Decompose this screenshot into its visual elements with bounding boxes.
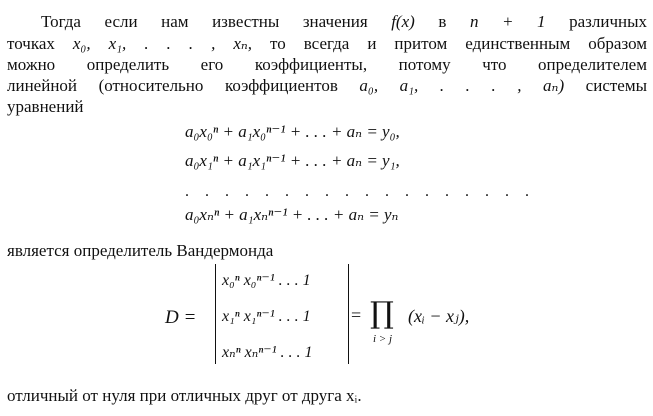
product-term: (xᵢ − xⱼ),	[408, 306, 470, 326]
determinant-equals: =	[351, 305, 362, 325]
text-span: в	[438, 12, 447, 31]
math-fx: f(x)	[391, 12, 415, 31]
equation-0: a₀x₀ⁿ + a₁x₀ⁿ⁻¹ + . . . + aₙ = y₀,	[185, 122, 400, 141]
matrix-row-1: x₁ⁿ x₁ⁿ⁻¹ . . . 1	[222, 308, 311, 325]
text-span: уравнений	[7, 97, 84, 116]
vandermonde-matrix	[215, 264, 349, 364]
text-line-2	[7, 34, 647, 54]
equation-n: a₀xₙⁿ + a₁xₙⁿ⁻¹ + . . . + aₙ = yₙ	[185, 205, 399, 224]
text-span: различных	[569, 12, 648, 31]
vandermonde-intro: является определитель Вандермонда	[7, 241, 274, 260]
text-span: точках	[7, 34, 55, 53]
product-icon: ∏	[370, 296, 394, 331]
equation-dots: . . . . . . . . . . . . . . . . . .	[185, 183, 535, 200]
text-line-3	[7, 55, 647, 75]
conclusion-text: отличный от нуля при отличных друг от друга xᵢ.	[7, 386, 362, 405]
text-line-1	[7, 12, 647, 32]
text-line-5	[7, 97, 84, 117]
text-span: можно определить его коэффициенты, потому что определителем	[7, 55, 647, 74]
math-points: x₀, x₁, . . . , xₙ,	[72, 34, 253, 53]
math-coefficients: a₀, a₁, . . . , aₙ)	[359, 76, 565, 95]
text-span: линейной (относительно коэффициентов	[7, 76, 338, 95]
determinant-label: D =	[165, 307, 197, 328]
matrix-row-0: x₀ⁿ x₀ⁿ⁻¹ . . . 1	[222, 272, 311, 289]
text-line-4	[7, 76, 647, 96]
math-n-plus-1: n + 1	[469, 12, 546, 31]
text-span: Тогда если нам известны значения	[41, 12, 368, 31]
matrix-row-n: xₙⁿ xₙⁿ⁻¹ . . . 1	[222, 344, 313, 361]
equation-1: a₀x₁ⁿ + a₁x₁ⁿ⁻¹ + . . . + aₙ = y₁,	[185, 151, 400, 170]
text-span: системы	[585, 76, 648, 95]
product-index: i > j	[373, 333, 393, 345]
text-span: то всегда и притом единственным образом	[270, 34, 647, 53]
